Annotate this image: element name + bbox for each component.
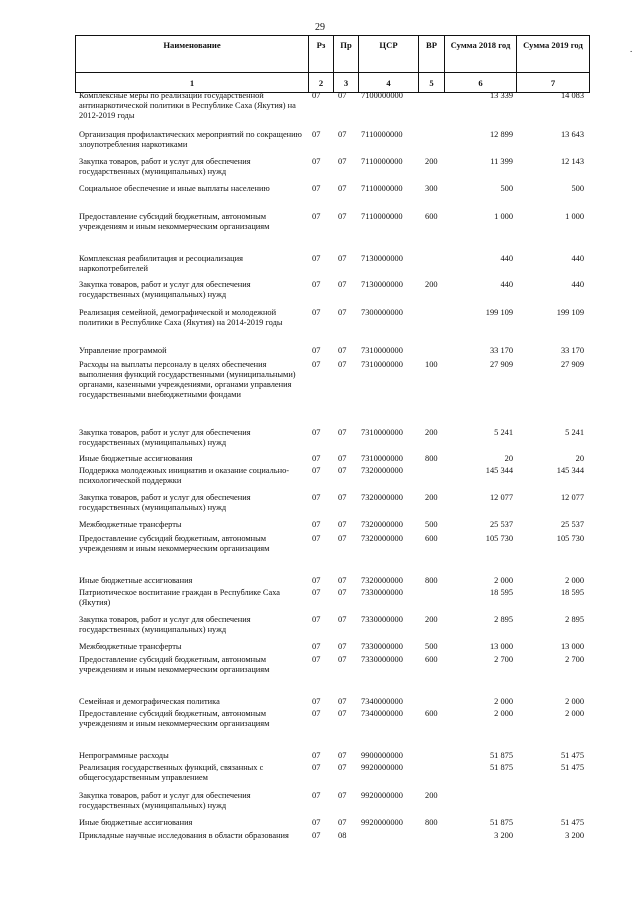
row-rz: 07 [312,791,321,800]
row-pr: 07 [338,280,347,289]
row-rz: 07 [312,534,321,543]
row-name: Управление программой [79,346,167,355]
row-csr: 9920000000 [361,763,403,772]
row-pr: 07 [338,697,347,706]
row-name: Прикладные научные исследования в области образования [79,831,289,840]
row-rz: 07 [312,212,321,221]
row-sum-2018: 440 [500,280,513,289]
row-pr: 07 [338,157,347,166]
row-vr: 600 [425,655,438,664]
row-sum-2019: 1 000 [565,212,584,221]
row-pr: 07 [338,534,347,543]
row-sum-2018: 3 200 [494,831,513,840]
row-name: Организация профилактических мероприятий по сокращению злоупотребления наркотиками [79,130,302,149]
row-csr: 7110000000 [361,130,403,139]
row-vr: 200 [425,280,438,289]
row-name: Непрограммные расходы [79,751,169,760]
row-vr: 200 [425,791,438,800]
header-number-col-sum-2019: 7 [516,72,590,93]
row-sum-2018: 199 109 [485,308,513,317]
table-header [75,35,589,93]
row-csr: 9920000000 [361,818,403,827]
row-sum-2019: 51 475 [560,818,584,827]
row-csr: 7310000000 [361,428,403,437]
row-name: Патриотическое воспитание граждан в Республике Саха (Якутия) [79,588,280,607]
row-rz: 07 [312,520,321,529]
header-col-pr: Пр [333,35,359,73]
row-csr: 7310000000 [361,346,403,355]
row-vr: 600 [425,709,438,718]
row-rz: 07 [312,428,321,437]
row-sum-2018: 2 000 [494,709,513,718]
header-number-col-pr: 3 [333,72,359,93]
row-sum-2019: 2 000 [565,576,584,585]
row-pr: 07 [338,91,347,100]
row-pr: 07 [338,655,347,664]
row-csr: 7110000000 [361,157,403,166]
row-sum-2019: 51 475 [560,751,584,760]
row-csr: 9900000000 [361,751,403,760]
row-name: Иные бюджетные ассигнования [79,576,193,585]
row-rz: 07 [312,308,321,317]
row-pr: 07 [338,791,347,800]
row-vr: 300 [425,184,438,193]
row-csr: 7310000000 [361,454,403,463]
row-sum-2019: 2 000 [565,709,584,718]
row-sum-2019: 25 537 [560,520,584,529]
row-rz: 07 [312,454,321,463]
row-sum-2018: 20 [504,454,513,463]
row-sum-2019: 13 643 [560,130,584,139]
row-csr: 7340000000 [361,709,403,718]
row-sum-2018: 12 899 [489,130,513,139]
row-sum-2018: 11 399 [490,157,513,166]
row-sum-2019: 3 200 [565,831,584,840]
row-vr: 800 [425,576,438,585]
header-number-col-csr: 4 [358,72,419,93]
row-name: Закупка товаров, работ и услуг для обеспечения государственных (муниципальных) нужд [79,280,251,299]
row-rz: 07 [312,360,321,369]
row-sum-2018: 27 909 [489,360,513,369]
row-name: Предоставление субсидий бюджетным, автономным учреждениям и иным некоммерческим организациям [79,709,270,728]
row-name: Комплексная реабилитация и ресоциализация наркопотребителей [79,254,243,273]
row-name: Межбюджетные трансферты [79,520,182,529]
row-rz: 07 [312,576,321,585]
row-rz: 07 [312,655,321,664]
row-csr: 7100000000 [361,91,403,100]
row-sum-2019: 145 344 [556,466,584,475]
row-vr: 200 [425,493,438,502]
row-pr: 07 [338,428,347,437]
row-sum-2018: 440 [500,254,513,263]
row-rz: 07 [312,466,321,475]
row-sum-2018: 2 700 [494,655,513,664]
row-sum-2019: 12 143 [560,157,584,166]
row-pr: 07 [338,360,347,369]
row-sum-2019: 18 595 [560,588,584,597]
row-csr: 7130000000 [361,254,403,263]
row-pr: 07 [338,130,347,139]
row-pr: 07 [338,454,347,463]
header-col-rz: Рз [308,35,334,73]
header-number-col-name: 1 [75,72,309,93]
row-sum-2018: 145 344 [485,466,513,475]
row-rz: 07 [312,280,321,289]
row-sum-2018: 51 875 [489,751,513,760]
row-sum-2018: 2 000 [494,697,513,706]
row-name: Предоставление субсидий бюджетным, автономным учреждениям и иным некоммерческим организациям [79,212,270,231]
row-vr: 800 [425,818,438,827]
row-csr: 7310000000 [361,360,403,369]
row-rz: 07 [312,697,321,706]
row-rz: 07 [312,91,321,100]
row-vr: 200 [425,615,438,624]
row-pr: 07 [338,588,347,597]
row-rz: 07 [312,831,321,840]
row-sum-2018: 25 537 [489,520,513,529]
row-csr: 7300000000 [361,308,403,317]
row-sum-2019: 2 700 [565,655,584,664]
row-name: Семейная и демографическая политика [79,697,220,706]
row-sum-2018: 500 [500,184,513,193]
row-rz: 07 [312,818,321,827]
row-csr: 7110000000 [361,184,403,193]
row-pr: 07 [338,212,347,221]
margin-mark: . [630,44,633,54]
row-csr: 7320000000 [361,576,403,585]
row-rz: 07 [312,157,321,166]
row-vr: 500 [425,520,438,529]
row-sum-2019: 33 170 [560,346,584,355]
row-vr: 500 [425,642,438,651]
row-sum-2019: 12 077 [560,493,584,502]
header-col-sum-2018: Сумма 2018 год [444,35,517,73]
row-rz: 07 [312,588,321,597]
row-sum-2019: 51 475 [560,763,584,772]
row-pr: 07 [338,184,347,193]
header-number-col-vr: 5 [418,72,445,93]
header-number-col-sum-2018: 6 [444,72,517,93]
row-rz: 07 [312,642,321,651]
row-csr: 7320000000 [361,493,403,502]
row-pr: 07 [338,615,347,624]
header-col-vr: ВР [418,35,445,73]
row-name: Социальное обеспечение и иные выплаты населению [79,184,270,193]
row-name: Реализация семейной, демографической и молодежной политики в Республике Саха (Якутия) на 2014-2019 годы [79,308,283,327]
row-pr: 07 [338,346,347,355]
row-sum-2019: 105 730 [556,534,584,543]
row-rz: 07 [312,751,321,760]
row-sum-2019: 5 241 [565,428,584,437]
row-name: Закупка товаров, работ и услуг для обеспечения государственных (муниципальных) нужд [79,493,251,512]
row-sum-2018: 51 875 [489,763,513,772]
row-csr: 7330000000 [361,615,403,624]
row-name: Предоставление субсидий бюджетным, автономным учреждениям и иным некоммерческим организациям [79,655,270,674]
row-rz: 07 [312,130,321,139]
row-sum-2019: 440 [571,280,584,289]
row-rz: 07 [312,615,321,624]
row-sum-2018: 18 595 [489,588,513,597]
row-sum-2018: 13 000 [489,642,513,651]
row-pr: 07 [338,709,347,718]
row-name: Межбюджетные трансферты [79,642,182,651]
row-csr: 7330000000 [361,655,403,664]
row-rz: 07 [312,709,321,718]
row-sum-2019: 20 [575,454,584,463]
row-sum-2018: 51 875 [489,818,513,827]
row-vr: 200 [425,428,438,437]
row-pr: 07 [338,763,347,772]
row-csr: 7110000000 [361,212,403,221]
header-number-col-rz: 2 [308,72,334,93]
row-rz: 07 [312,493,321,502]
row-rz: 07 [312,254,321,263]
row-sum-2019: 27 909 [560,360,584,369]
row-csr: 7320000000 [361,466,403,475]
row-rz: 07 [312,763,321,772]
row-name: Поддержка молодежных инициатив и оказание социально-психологической поддержки [79,466,290,485]
row-sum-2019: 500 [571,184,584,193]
row-sum-2019: 2 895 [565,615,584,624]
row-sum-2018: 12 077 [489,493,513,502]
row-sum-2018: 13 339 [489,91,513,100]
row-pr: 07 [338,308,347,317]
row-vr: 600 [425,212,438,221]
row-pr: 07 [338,493,347,502]
row-pr: 07 [338,642,347,651]
row-name: Предоставление субсидий бюджетным, автономным учреждениям и иным некоммерческим организациям [79,534,270,553]
row-sum-2019: 440 [571,254,584,263]
row-pr: 07 [338,818,347,827]
row-pr: 07 [338,576,347,585]
row-csr: 7330000000 [361,588,403,597]
row-name: Закупка товаров, работ и услуг для обеспечения государственных (муниципальных) нужд [79,157,251,176]
header-col-name: Наименование [75,35,309,73]
header-col-csr: ЦСР [358,35,419,73]
row-sum-2018: 2 000 [494,576,513,585]
row-sum-2018: 105 730 [485,534,513,543]
row-name: Закупка товаров, работ и услуг для обеспечения государственных (муниципальных) нужд [79,791,251,810]
row-sum-2018: 1 000 [494,212,513,221]
row-sum-2019: 13 000 [560,642,584,651]
row-csr: 7320000000 [361,520,403,529]
row-name: Иные бюджетные ассигнования [79,454,193,463]
row-vr: 800 [425,454,438,463]
row-pr: 07 [338,751,347,760]
row-name: Иные бюджетные ассигнования [79,818,193,827]
page-number: 29 [315,22,325,33]
row-csr: 7130000000 [361,280,403,289]
row-pr: 07 [338,254,347,263]
row-csr: 7330000000 [361,642,403,651]
header-col-sum-2019: Сумма 2019 год [516,35,590,73]
row-sum-2019: 14 083 [560,91,584,100]
row-vr: 100 [425,360,438,369]
row-rz: 07 [312,346,321,355]
row-sum-2018: 5 241 [494,428,513,437]
row-csr: 9920000000 [361,791,403,800]
row-csr: 7340000000 [361,697,403,706]
row-sum-2019: 2 000 [565,697,584,706]
row-vr: 200 [425,157,438,166]
row-name: Закупка товаров, работ и услуг для обеспечения государственных (муниципальных) нужд [79,428,251,447]
row-name: Комплексные меры по реализации государственной антинаркотической политики в Республике Саха (Якутия) на 2012-2019 годы [79,91,296,120]
row-pr: 07 [338,520,347,529]
row-sum-2018: 2 895 [494,615,513,624]
row-rz: 07 [312,184,321,193]
row-pr: 07 [338,466,347,475]
row-name: Закупка товаров, работ и услуг для обеспечения государственных (муниципальных) нужд [79,615,251,634]
row-pr: 08 [338,831,347,840]
row-sum-2018: 33 170 [489,346,513,355]
row-name: Расходы на выплаты персоналу в целях обеспечения выполнения функций государственными (муниципальными) органами, казенными учреждениями, органами управления государственными внебюджетными фондами [79,360,296,399]
row-csr: 7320000000 [361,534,403,543]
row-name: Реализация государственных функций, связанных с общегосударственным управлением [79,763,264,782]
row-sum-2019: 199 109 [556,308,584,317]
row-vr: 600 [425,534,438,543]
